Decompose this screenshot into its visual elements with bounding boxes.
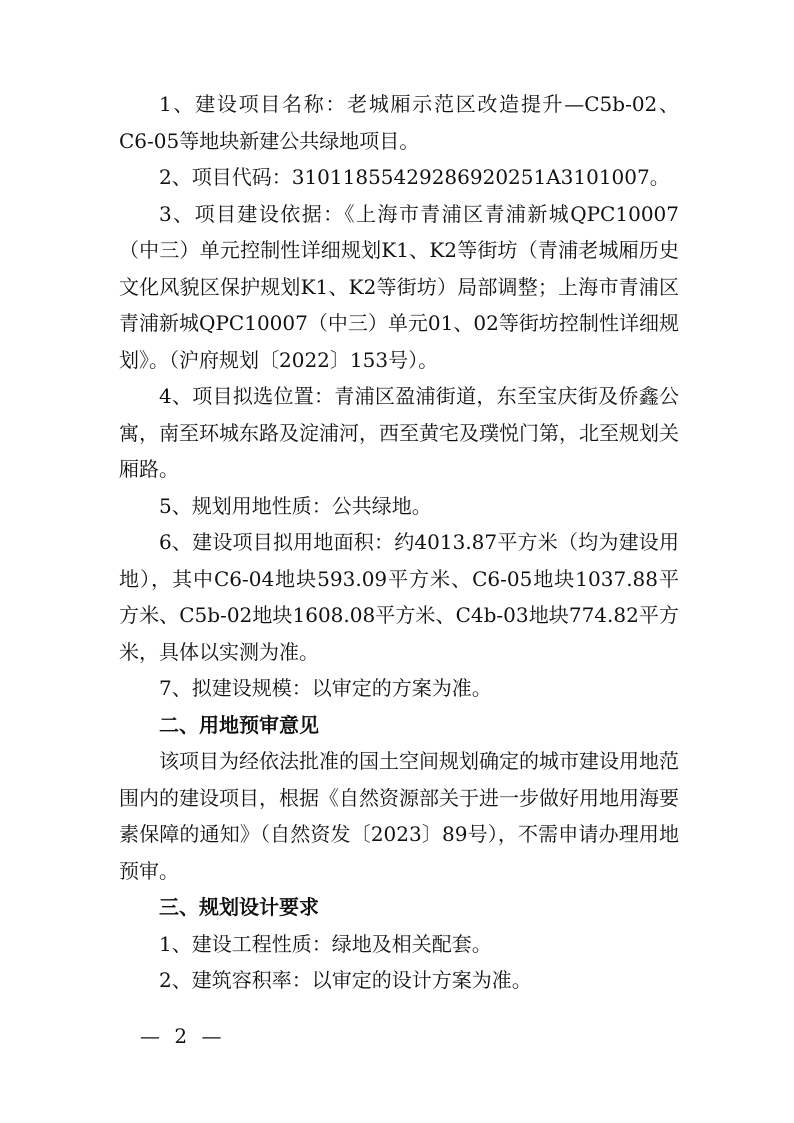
paragraph-project-location: 4、项目拟选位置：青浦区盈浦街道，东至宝庆街及侨鑫公寓，南至环城东路及淀浦河，西至黄宅及璞悦门第，北至规划关厢路。 — [119, 384, 679, 481]
paragraph-project-basis: 3、项目建设依据：《上海市青浦区青浦新城QPC10007（中三）单元控制性详细规划K1、K2等街坊（青浦老城厢历史文化风貌区保护规划K1、K2等街坊）局部调整；上海市青浦区青浦新城QPC10007（中三）单元01、02等街坊控制性详细规划》。（沪府规划〔2022〕153号）。 — [119, 201, 679, 372]
paragraph-floor-area-ratio: 2、建筑容积率：以审定的设计方案为准。 — [159, 968, 532, 992]
section-heading-planning-requirements: 三、规划设计要求 — [159, 895, 319, 919]
paragraph-project-name: 1、建设项目名称：老城厢示范区改造提升—C5b-02、C6-05等地块新建公共绿地项目。 — [119, 92, 679, 153]
paragraph-land-area: 6、建设项目拟用地面积：约4013.87平方米（均为建设用地），其中C6-04地块593.09平方米、C6-05地块1037.88平方米、C5b-02地块1608.08平方米、C4b-03地块774.82平方米，具体以实测为准。 — [119, 530, 679, 664]
paragraph-construction-scale: 7、拟建设规模：以审定的方案为准。 — [159, 676, 492, 700]
section-heading-land-review: 二、用地预审意见 — [159, 712, 319, 737]
document-body — [119, 86, 679, 999]
paragraph-land-review-body: 该项目为经依法批准的国土空间规划确定的城市建设用地范围内的建设项目，根据《自然资源部关于进一步做好用地用海要素保障的通知》（自然资发〔2023〕89号），不需申请办理用地预审。 — [119, 749, 679, 883]
paragraph-land-use: 5、规划用地性质：公共绿地。 — [159, 493, 432, 518]
paragraph-construction-nature: 1、建设工程性质：绿地及相关配套。 — [159, 931, 492, 956]
paragraph-project-code: 2、项目代码：31011855429286920251A3101007。 — [159, 165, 670, 189]
page-number: — 2 — — [140, 1024, 226, 1048]
